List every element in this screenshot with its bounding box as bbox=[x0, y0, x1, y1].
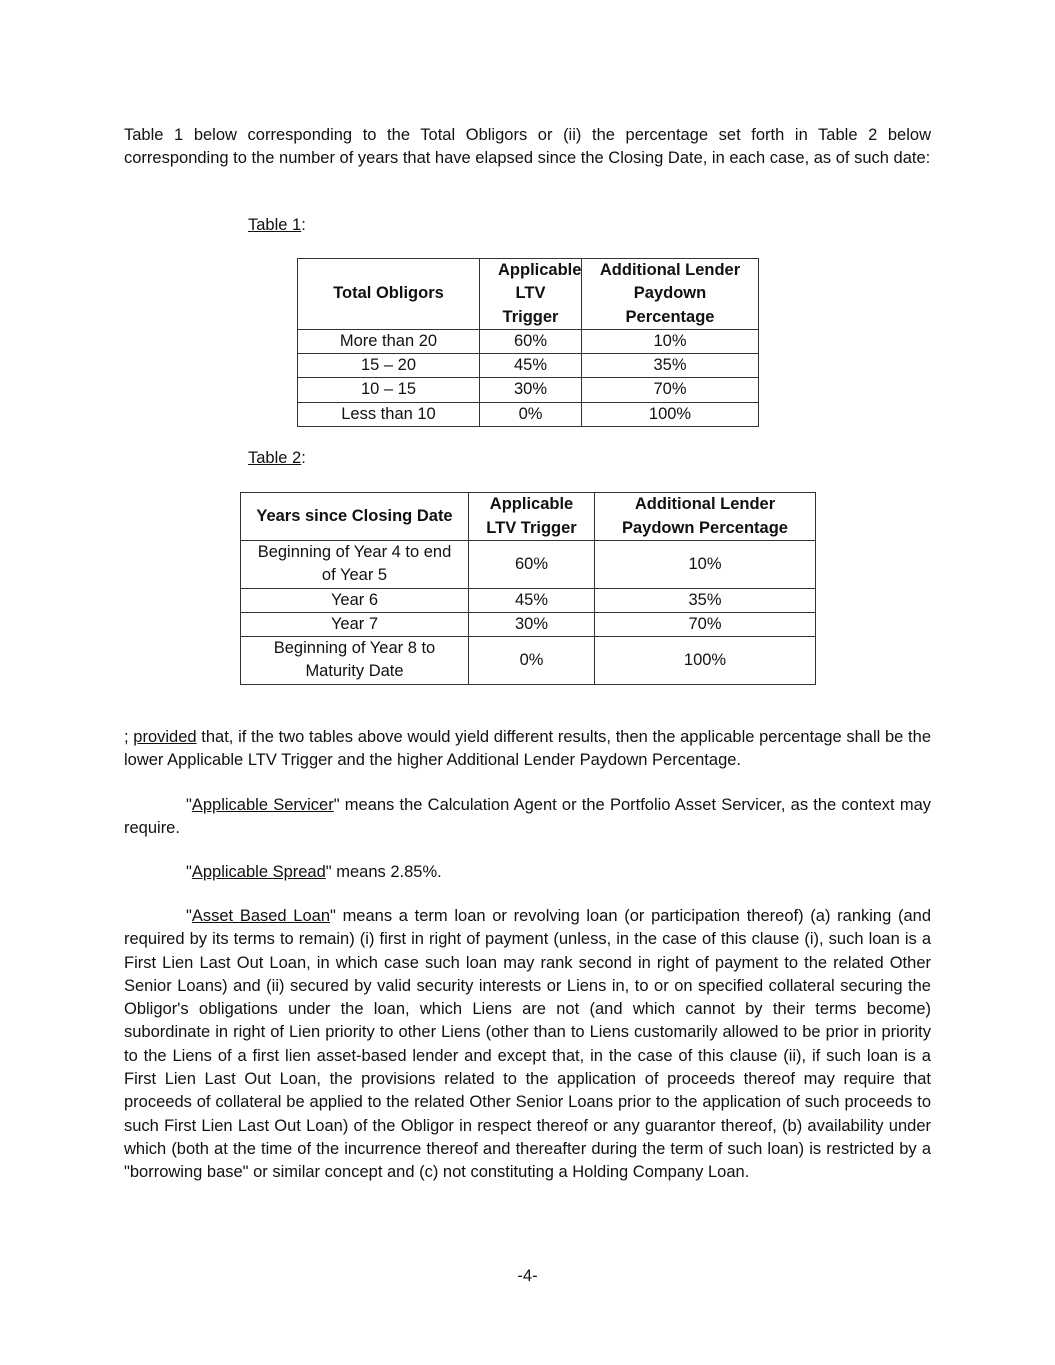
table2-header-row bbox=[241, 493, 816, 541]
defined-term: Asset Based Loan bbox=[191, 907, 331, 925]
table-cell: Less than 10 bbox=[298, 402, 480, 426]
table2-header-cell: Years since Closing Date bbox=[241, 493, 469, 541]
table1-caption-suffix: : bbox=[301, 216, 306, 234]
table-cell: 10% bbox=[595, 541, 816, 589]
table-cell: 70% bbox=[582, 378, 759, 402]
table-row bbox=[298, 354, 759, 378]
table-cell: 35% bbox=[582, 354, 759, 378]
proviso-text: that, if the two tables above would yield different results, then the applicable percentage shall be the lower Applicable LTV Trigger and the higher Additional Lender Paydown Percentage. bbox=[124, 728, 931, 770]
table-cell: 10% bbox=[582, 329, 759, 353]
table1-header-cell: Additional Lender Paydown Percentage bbox=[582, 259, 759, 330]
definition-asset-based-loan: "Asset Based Loan" means a term loan or revolving loan (or participation thereof) (a) ranking (and required by its terms to remain) (i) first in right of payment (unless, in the case of this clause (i), such loan is a First Lien Last Out Loan, in which case such loan may rank second in right of payment to the related Other Senior Loans) and (ii) secured by valid security interests or Liens in, to or on specified collateral securing the Obligor's obligations under the loan, which Liens are not (and which cannot by their terms become) subordinate in right of Lien priority to other Liens (other than to Liens customarily allowed to be prior in priority to the Liens of a first lien asset-based lender and except that, in the case of this clause (ii), if such loan is a First Lien Last Out Loan, the provisions related to the application of proceeds thereof may require that proceeds of collateral be applied to the related Other Senior Loans prior to the application of such proceeds to such First Lien Last Out Loan) of the Obligor in respect thereof or any guarantor thereof, (b) availability under which (both at the time of the incurrence thereof and thereafter during the term of such loan) is restricted by a "borrowing base" or similar concept and (c) not constituting a Holding Company Loan. bbox=[124, 907, 931, 1182]
table-row bbox=[241, 588, 816, 612]
table-cell: 0% bbox=[480, 402, 582, 426]
table-cell: 70% bbox=[595, 612, 816, 636]
table-row bbox=[241, 637, 816, 685]
table-cell: 60% bbox=[469, 541, 595, 589]
definition-text: " means a term loan or revolving loan (or participation thereof) (a) ranking (and required by its terms to remain) (i) first in right of payment (unless, in the case of this clause (i), such loan is a First Lien Last Out Loan, in which case such loan may rank second in right of payment to the related Other Senior Loans) and (ii) secured by valid security interests or Liens in, to or on specified collateral securing the Obligor's obligations under the loan, which Liens are not (and which cannot by their terms become) subordinate in right of Lien priority to other Liens (other than to Liens customarily allowed to be prior in priority to the Liens of a first lien asset-based lender and except that, in the case of this clause (ii), if such loan is a First Lien Last Out Loan, the provisions related to the application of proceeds thereof may require that proceeds of collateral be applied to the related Other Senior Loans prior to the application of such proceeds to such First Lien Last Out Loan) of the Obligor in respect thereof or any guarantor thereof, (b) availability under which (both at the time of the incurrence thereof and thereafter during the term of such loan) is restricted by a "borrowing base" or similar concept and (c) not constituting a Holding Company Loan. bbox=[124, 907, 931, 1182]
table1-caption-label: Table 1 bbox=[248, 216, 302, 234]
table-cell: 30% bbox=[469, 612, 595, 636]
table1-header-cell: Applicable LTV Trigger bbox=[480, 259, 582, 330]
table-cell: Beginning of Year 4 to end of Year 5 bbox=[241, 541, 469, 589]
page-number: -4- bbox=[517, 1267, 538, 1285]
proviso-prefix: ; bbox=[124, 728, 134, 746]
table-cell: 30% bbox=[480, 378, 582, 402]
table-cell: 35% bbox=[595, 588, 816, 612]
table-row bbox=[241, 612, 816, 636]
table-cell: More than 20 bbox=[298, 329, 480, 353]
table-cell: Year 7 bbox=[241, 612, 469, 636]
table-cell: Beginning of Year 8 to Maturity Date bbox=[241, 637, 469, 685]
table-cell: 15 – 20 bbox=[298, 354, 480, 378]
table1-header-cell: Total Obligors bbox=[298, 259, 480, 330]
table-row bbox=[298, 378, 759, 402]
table-cell: 100% bbox=[595, 637, 816, 685]
table2-header-cell: Additional Lender Paydown Percentage bbox=[595, 493, 816, 541]
defined-term: Applicable Servicer bbox=[191, 796, 334, 814]
definition-text: " means 2.85%. bbox=[325, 863, 442, 881]
table-row bbox=[298, 329, 759, 353]
table2-header-cell: Applicable LTV Trigger bbox=[469, 493, 595, 541]
table-row bbox=[298, 402, 759, 426]
proviso-term: provided bbox=[133, 728, 197, 746]
table-1 bbox=[297, 258, 759, 427]
table1-header-row bbox=[298, 259, 759, 330]
table2-caption-label: Table 2 bbox=[248, 449, 302, 467]
table1-caption bbox=[248, 214, 306, 237]
proviso-paragraph bbox=[124, 726, 931, 773]
table-cell: 45% bbox=[480, 354, 582, 378]
table-cell: 45% bbox=[469, 588, 595, 612]
definition-applicable-spread: "Applicable Spread" means 2.85%. bbox=[186, 863, 442, 881]
intro-paragraph: Table 1 below corresponding to the Total Obligors or (ii) the percentage set forth in Table 2 below corresponding to the number of years that have elapsed since the Closing Date, in each case, as of such date: bbox=[124, 126, 931, 168]
table-cell: Year 6 bbox=[241, 588, 469, 612]
definition-text: " means the Calculation Agent or the Portfolio Asset Servicer, as the context may require. bbox=[124, 796, 931, 838]
table-cell: 10 – 15 bbox=[298, 378, 480, 402]
table-2 bbox=[240, 492, 816, 685]
table-row bbox=[241, 541, 816, 589]
definition-applicable-servicer: "Applicable Servicer" means the Calculation Agent or the Portfolio Asset Servicer, as the context may require. bbox=[124, 796, 931, 838]
defined-term: Applicable Spread bbox=[191, 863, 326, 881]
table-cell: 0% bbox=[469, 637, 595, 685]
table2-caption-suffix: : bbox=[301, 449, 306, 467]
table2-caption bbox=[248, 447, 306, 470]
table-cell: 60% bbox=[480, 329, 582, 353]
table-cell: 100% bbox=[582, 402, 759, 426]
